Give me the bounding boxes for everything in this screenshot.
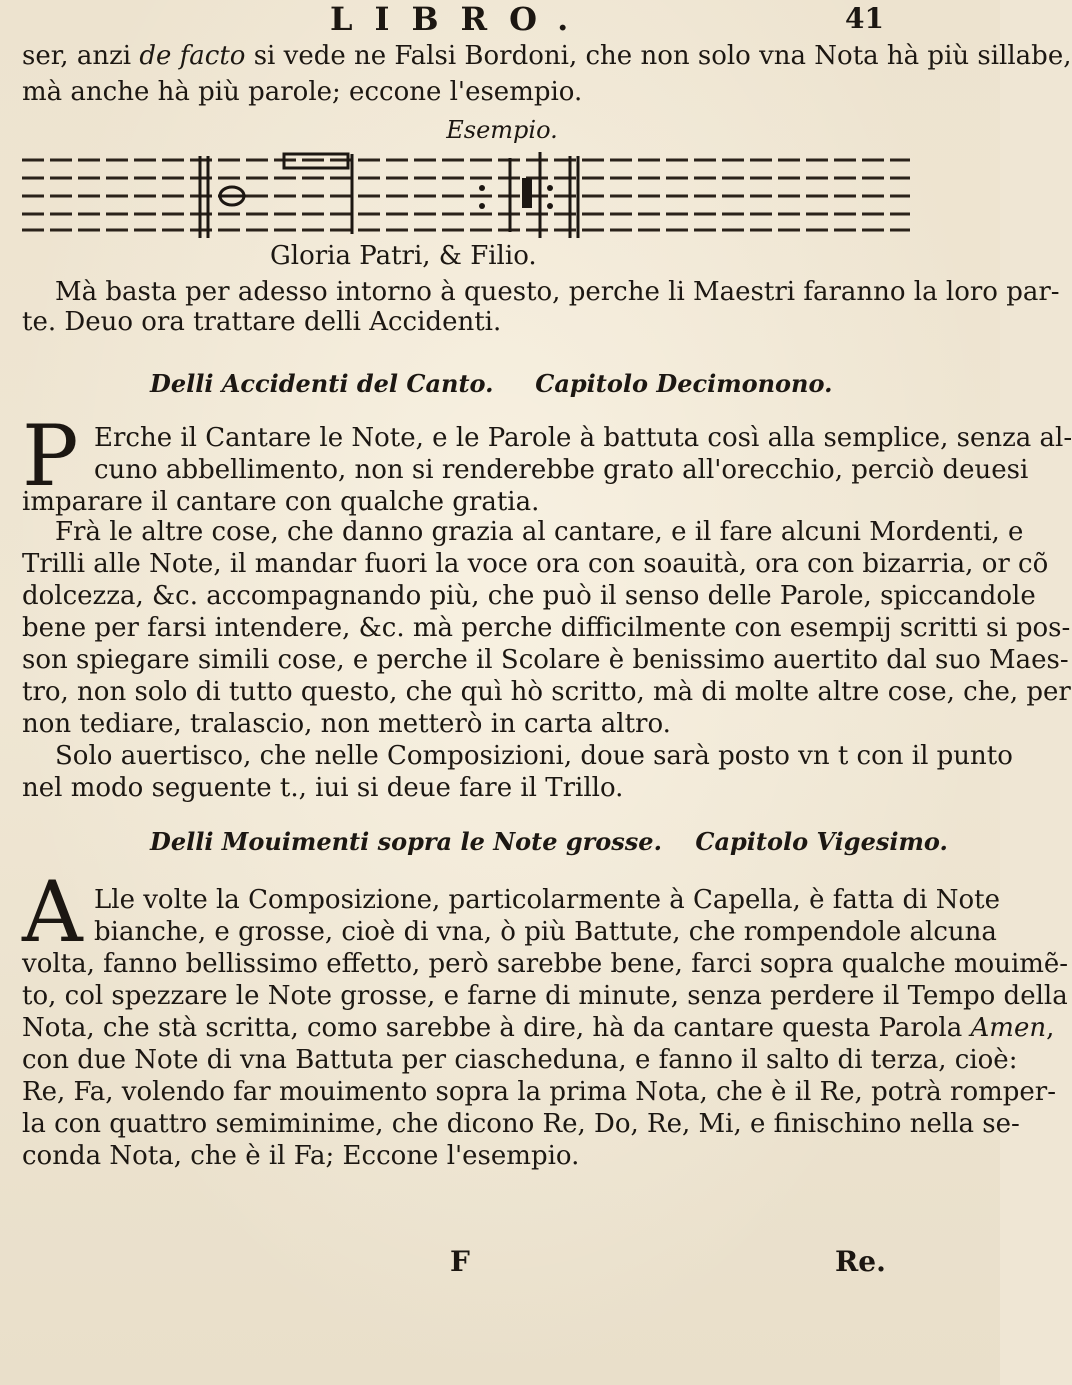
text-line: Trilli alle Note, il mandar fuori la voce ora con soauità, ora con bizarria, or cõ	[22, 549, 1049, 579]
text-line: Frà le altre cose, che danno grazia al cantare, e il fare alcuni Mordenti, e	[55, 517, 1024, 547]
text-line: bianche, e grosse, cioè di vna, ò più Battute, che rompendole alcuna	[94, 917, 997, 947]
text-line: dolcezza, &c. accompagnando più, che può il senso delle Parole, spiccandole	[22, 581, 1036, 611]
text-line: nel modo seguente t., iui si deue fare il Trillo.	[22, 773, 624, 803]
drop-cap: A	[22, 863, 83, 961]
text-line: imparare il cantare con qualche gratia.	[22, 487, 540, 517]
signature-mark: F	[450, 1245, 470, 1278]
text-line: Mà basta per adesso intorno à questo, perche li Maestri faranno la loro par-	[55, 277, 1060, 307]
chapter-heading: Delli Accidenti del Canto. Capitolo Decimonono.	[150, 369, 833, 398]
chapter-heading: Delli Mouimenti sopra le Note grosse. Capitolo Vigesimo.	[150, 827, 948, 856]
text-line: Lle volte la Composizione, particolarmente à Capella, è fatta di Note	[94, 885, 1000, 915]
text-line: conda Nota, che è il Fa; Eccone l'esempio.	[22, 1141, 580, 1171]
text-line: son spiegare simili cose, e perche il Scolare è benissimo auertito dal suo Maes-	[22, 645, 1069, 675]
music-notation	[22, 148, 910, 242]
text-line: Nota, che stà scritta, como sarebbe à dire, hà da cantare questa Parola Amen,	[22, 1013, 1055, 1043]
text-line: bene per farsi intendere, &c. mà perche difficilmente con esempij scritti si pos-	[22, 613, 1071, 643]
text-line: non tediare, tralascio, non metterò in carta altro.	[22, 709, 671, 739]
text-line: volta, fanno bellissimo effetto, però sarebbe bene, farci sopra qualche mouimẽ-	[22, 949, 1069, 979]
text-line: la con quattro semiminime, che dicono Re, Do, Re, Mi, e finischino nella se-	[22, 1109, 1020, 1139]
text-line: ser, anzi de facto si vede ne Falsi Bordoni, che non solo vna Nota hà più sillabe,	[22, 41, 1072, 71]
drop-cap: P	[22, 407, 79, 505]
running-head: LIBRO.	[330, 0, 591, 38]
music-staff-example	[22, 148, 910, 242]
text-line: cuno abbellimento, non si renderebbe grato all'orecchio, perciò deuesi	[94, 455, 1029, 485]
text-line: tro, non solo di tutto questo, che quì hò scritto, mà di molte altre cose, che, per	[22, 677, 1071, 707]
example-label: Esempio.	[446, 116, 558, 144]
text-line: mà anche hà più parole; eccone l'esempio.	[22, 77, 583, 107]
text-line: Erche il Cantare le Note, e le Parole à battuta così alla semplice, senza al-	[94, 423, 1072, 453]
music-lyrics: Gloria Patri, & Filio.	[270, 241, 537, 271]
text-line: Solo auertisco, che nelle Composizioni, doue sarà posto vn t con il punto	[55, 741, 1013, 771]
text-line: te. Deuo ora trattare delli Accidenti.	[22, 307, 502, 337]
text-line: to, col spezzare le Note grosse, e farne di minute, senza perdere il Tempo della	[22, 981, 1068, 1011]
page-number: 41	[845, 2, 884, 35]
text-line: Re, Fa, volendo far mouimento sopra la prima Nota, che è il Re, potrà romper-	[22, 1077, 1057, 1107]
catchword: Re.	[835, 1245, 886, 1278]
text-line: con due Note di vna Battuta per ciascheduna, e fanno il salto di terza, cioè:	[22, 1045, 1018, 1075]
